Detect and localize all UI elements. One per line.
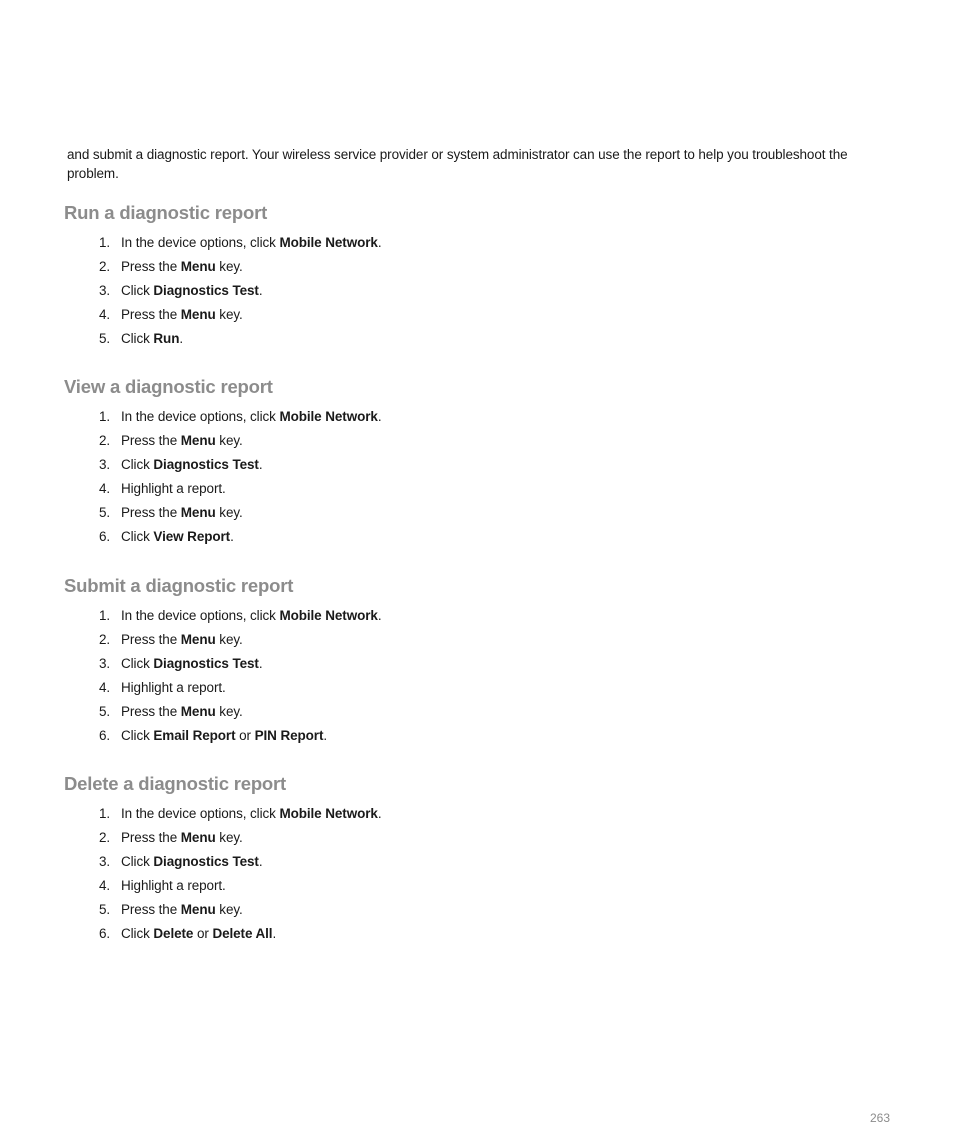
step-text-part: Press the [121,505,181,520]
ui-term: Menu [180,259,216,274]
step-number: 2. [98,632,110,647]
step-text-part: key. [215,632,243,647]
step-text-part: key. [215,505,243,520]
step-text [121,724,327,748]
step-text-part: key. [215,433,243,448]
step-text-part: key. [215,259,243,274]
step-number: 6. [98,728,110,743]
step-text-part: Press the [121,433,181,448]
section-heading: Submit a diagnostic report [64,575,294,596]
step-number: 2. [98,433,110,448]
step-text-part: Click [121,854,154,869]
step-text [121,802,381,826]
step-text-part: In the device options, click [121,409,280,424]
step-text-part: key. [215,704,243,719]
step-text-part: . [230,529,234,544]
ui-term: Email Report [153,728,236,743]
step-text-part: Click [121,926,154,941]
step-number: 4. [98,878,110,893]
steps-list [64,405,884,549]
step-text-part: . [377,608,382,623]
step-text-part: Click [121,283,154,298]
page-number: 263 [869,1111,890,1125]
ui-term: Menu [180,505,216,520]
step-item [64,604,884,628]
step-number: 6. [98,529,110,544]
step-text [121,922,276,946]
ui-term: Delete [153,926,194,941]
step-item [64,255,884,279]
step-number: 3. [98,457,110,472]
step-text [121,850,263,874]
step-text-part: . [377,806,382,821]
step-number: 4. [98,481,110,496]
step-text [121,453,263,477]
section-heading: Delete a diagnostic report [64,773,286,794]
step-item [64,826,884,850]
section-view-report [64,375,884,549]
step-text-part: Press the [121,307,181,322]
step-text [121,525,234,549]
step-number: 2. [98,259,110,274]
ui-term: Menu [180,307,216,322]
step-text-part: . [258,656,263,671]
ui-term: View Report [153,529,231,544]
steps-list [64,802,884,946]
step-number: 1. [98,806,110,821]
steps-list [64,231,884,351]
step-number: 3. [98,283,110,298]
step-text-part: In the device options, click [121,235,280,250]
step-item [64,525,884,549]
step-number: 1. [98,235,110,250]
step-text [121,405,381,429]
step-number: 3. [98,656,110,671]
step-item [64,453,884,477]
ui-term: Delete All [212,926,273,941]
step-text-part: Click [121,728,154,743]
ui-term: Diagnostics Test [153,457,259,472]
step-item [64,724,884,748]
step-item [64,922,884,946]
step-text-part: . [272,926,277,941]
step-item [64,676,884,700]
step-number: 2. [98,830,110,845]
ui-term: Diagnostics Test [153,656,259,671]
step-number: 5. [98,902,110,917]
step-number: 5. [98,331,110,346]
step-text [121,429,243,453]
step-text-part: or [235,728,255,743]
step-number: 5. [98,505,110,520]
step-text-part: Highlight a report. [121,878,226,893]
step-text-part: Click [121,331,154,346]
step-text-part: . [258,457,263,472]
step-text [121,628,243,652]
step-item [64,231,884,255]
step-number: 1. [98,409,110,424]
ui-term: Menu [180,632,216,647]
ui-term: Menu [180,902,216,917]
step-text-part: Press the [121,632,181,647]
step-text [121,279,263,303]
section-heading: View a diagnostic report [64,376,273,397]
step-text-part: Press the [121,259,181,274]
step-text [121,477,226,501]
ui-term: Menu [180,830,216,845]
section-run-report [64,201,884,351]
step-text-part: . [377,409,382,424]
step-number: 5. [98,704,110,719]
section-delete-report [64,772,884,946]
step-text-part: . [377,235,382,250]
step-text [121,676,226,700]
step-text [121,652,263,676]
step-text-part: key. [215,830,243,845]
step-text-part: Press the [121,830,181,845]
ui-term: Run [153,331,180,346]
section-heading: Run a diagnostic report [64,202,268,223]
step-item [64,303,884,327]
step-item [64,279,884,303]
step-item [64,700,884,724]
step-text-part: key. [215,307,243,322]
step-text-part: Press the [121,902,181,917]
step-text-part: Click [121,529,154,544]
step-text [121,327,183,351]
steps-list [64,604,884,748]
step-number: 6. [98,926,110,941]
ui-term: PIN Report [254,728,324,743]
step-text [121,255,243,279]
step-text-part: In the device options, click [121,608,280,623]
ui-term: Menu [180,704,216,719]
step-number: 1. [98,608,110,623]
step-number: 3. [98,854,110,869]
step-item [64,850,884,874]
step-item [64,327,884,351]
step-text [121,231,381,255]
step-item [64,405,884,429]
step-text [121,898,243,922]
step-item [64,874,884,898]
step-text-part: . [258,854,263,869]
step-number: 4. [98,680,110,695]
step-text-part: In the device options, click [121,806,280,821]
step-item [64,652,884,676]
step-item [64,802,884,826]
step-text [121,874,226,898]
step-text [121,501,243,525]
step-text-part: . [323,728,328,743]
step-text-part: . [179,331,184,346]
step-text-part: key. [215,902,243,917]
ui-term: Diagnostics Test [153,854,259,869]
step-text-part: Highlight a report. [121,481,226,496]
step-text-part: Press the [121,704,181,719]
step-text [121,303,243,327]
step-text [121,604,381,628]
ui-term: Mobile Network [279,409,378,424]
step-number: 4. [98,307,110,322]
ui-term: Mobile Network [279,608,378,623]
ui-term: Mobile Network [279,235,378,250]
step-item [64,628,884,652]
step-item [64,898,884,922]
step-item [64,477,884,501]
step-text-part: or [193,926,213,941]
step-text-part: . [258,283,263,298]
ui-term: Diagnostics Test [153,283,259,298]
section-submit-report [64,574,884,748]
step-text-part: Highlight a report. [121,680,226,695]
step-text [121,826,243,850]
step-text-part: Click [121,656,154,671]
step-item [64,429,884,453]
step-item [64,501,884,525]
ui-term: Mobile Network [279,806,378,821]
ui-term: Menu [180,433,216,448]
step-text [121,700,243,724]
intro-paragraph: and submit a diagnostic report. Your wireless service provider or system administrator can use the report to help you troubleshoot the problem. [67,146,848,181]
step-text-part: Click [121,457,154,472]
